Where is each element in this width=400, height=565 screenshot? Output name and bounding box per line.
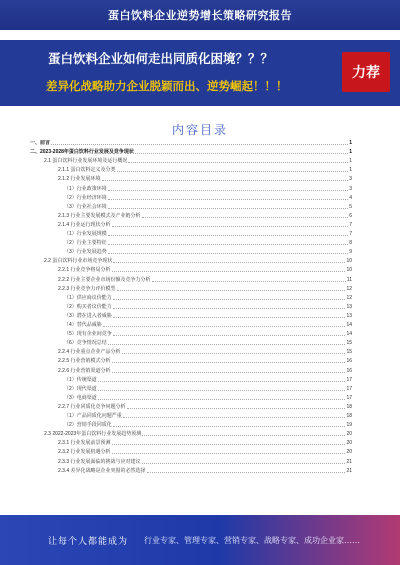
- toc-page-number: 17: [346, 376, 352, 383]
- toc-leader-dots: [147, 472, 346, 473]
- toc-page-number: 12: [346, 294, 352, 301]
- toc-entry[interactable]: [64, 386, 352, 392]
- toc-leader-dots: [127, 408, 346, 409]
- toc-page-number: 13: [346, 303, 352, 310]
- toc-page-number: 1: [349, 140, 352, 146]
- toc-entry[interactable]: [58, 267, 352, 273]
- toc-entry-text: （1）传统渠道: [64, 376, 97, 383]
- hero-slogan: 差异化战略助力企业脱颖而出、逆势崛起！！！: [46, 79, 288, 93]
- toc-leader-dots: [108, 235, 348, 236]
- toc-entry[interactable]: [44, 431, 352, 437]
- toc-entry-text: （4）替代品威胁: [64, 322, 102, 328]
- toc-entry[interactable]: [64, 322, 352, 328]
- toc-page-number: 3: [349, 176, 352, 183]
- toc-page-number: 20: [346, 449, 352, 456]
- toc-leader-dots: [112, 362, 346, 363]
- toc-entry[interactable]: [58, 167, 352, 173]
- toc-title: 内容目录: [171, 123, 228, 137]
- toc-entry-text: （3）电商渠道: [64, 394, 97, 401]
- toc-leader-dots: [108, 344, 346, 345]
- toc-entry[interactable]: [44, 258, 352, 264]
- toc-leader-dots: [108, 199, 348, 200]
- toc-entry-text: （2）现代渠道: [64, 385, 97, 392]
- toc-page-number: 16: [346, 367, 352, 374]
- toc-leader-dots: [142, 435, 345, 436]
- toc-entry-text: 2.3.2 行业发展机遇分析: [58, 449, 111, 456]
- toc-page-number: 21: [346, 458, 352, 465]
- toc-entry[interactable]: [64, 249, 352, 255]
- toc-entry[interactable]: [64, 186, 352, 192]
- toc-page-number: 19: [346, 422, 352, 429]
- toc-page-number: 15: [346, 349, 352, 356]
- toc-entry-text: 2.2.3 行业竞争力评价模型: [58, 285, 116, 292]
- toc-leader-dots: [108, 208, 348, 209]
- toc-entry-text: 2.2.6 行业营销渠道分析: [58, 367, 111, 374]
- toc-entry[interactable]: [64, 331, 352, 337]
- toc-entry[interactable]: [64, 195, 352, 201]
- toc-page-number: 5: [349, 203, 352, 210]
- toc-page-number: 12: [346, 285, 352, 292]
- toc-entry[interactable]: [58, 404, 352, 410]
- toc-entry-text: 2.2.5 行业营销模式分析: [58, 358, 111, 365]
- toc-entry-text: （2）营销手段同质化: [64, 422, 112, 429]
- toc-entry-text: 2.3.3 行业发展面临的挑战与应对建议: [58, 458, 141, 465]
- footer-roles: 行业专家、管理专家、营销专家、战略专家、成功企业家……: [144, 536, 360, 545]
- toc-entry-text: 2.3.1 行业发展前景预测: [58, 440, 111, 447]
- toc-entry[interactable]: [30, 149, 352, 155]
- toc-entry-text: 2.2.7 行业同质化竞争问题分析: [58, 403, 126, 410]
- toc-entry[interactable]: [64, 295, 352, 301]
- toc-entry-text: （1）供应商议价能力: [64, 294, 112, 301]
- toc-entry-text: 2.1 蛋白饮料行业发展环境及运行概况: [44, 158, 128, 165]
- toc-entry-text: （1）行业发展规模: [64, 231, 107, 237]
- toc-entry-text: 2.2 蛋白饮料行业市场竞争现状: [44, 258, 113, 265]
- toc-page-number: 10: [346, 258, 352, 265]
- toc-entry-text: 2.1.3 行业主要发展模式及产业链分析: [58, 212, 141, 219]
- toc-entry-text: （3）行业发展趋势: [64, 249, 107, 256]
- recommend-badge: 力荐: [342, 52, 390, 92]
- hero-question: 蛋白饮料企业如何走出同质化困境？？？: [48, 51, 274, 66]
- toc-page-number: 21: [346, 467, 352, 474]
- toc-entry[interactable]: [44, 158, 352, 164]
- toc-leader-dots: [142, 217, 349, 218]
- toc-entry[interactable]: [58, 358, 352, 364]
- toc-page-number: 13: [346, 312, 352, 319]
- toc-page-number: 17: [346, 394, 352, 401]
- toc-leader-dots: [112, 226, 349, 227]
- toc-entry-text: 2.3.4 差异化战略是企业突围的必然选择: [58, 467, 146, 474]
- toc-leader-dots: [152, 281, 346, 282]
- toc-entry[interactable]: [64, 313, 352, 319]
- toc-entry-text: 2.1.4 行业运行现状分析: [58, 221, 111, 228]
- toc-leader-dots: [122, 353, 346, 354]
- toc-leader-dots: [142, 463, 346, 464]
- toc-page-number: 11: [346, 276, 352, 283]
- toc-leader-dots: [51, 144, 348, 145]
- toc-page-number: 7: [349, 221, 352, 228]
- toc-page-number: 15: [346, 340, 352, 347]
- toc-entry-text: 2.1.2 行业发展环境: [58, 176, 101, 183]
- toc-page-number: 18: [346, 413, 352, 419]
- footer-banner: [0, 515, 400, 565]
- toc-entry-text: （1）行业政策环境: [64, 185, 107, 192]
- toc-entry[interactable]: [58, 449, 352, 455]
- toc-entry[interactable]: [64, 377, 352, 383]
- toc-entry[interactable]: [64, 395, 352, 401]
- toc-page-number: 16: [346, 358, 352, 365]
- toc-leader-dots: [112, 453, 346, 454]
- toc-page-number: 1: [349, 149, 352, 156]
- hero-banner: [0, 40, 400, 106]
- toc-leader-dots: [103, 326, 346, 327]
- toc-leader-dots: [112, 271, 346, 272]
- toc-entry[interactable]: [58, 277, 352, 283]
- toc-leader-dots: [102, 180, 349, 181]
- toc-leader-dots: [98, 381, 346, 382]
- toc-entry-text: （2）购买者议价能力: [64, 303, 112, 310]
- toc-leader-dots: [113, 317, 346, 318]
- toc-leader-dots: [113, 262, 345, 263]
- toc-leader-dots: [108, 253, 348, 254]
- table-of-contents: [30, 140, 352, 478]
- toc-leader-dots: [113, 299, 346, 300]
- toc-entry[interactable]: [64, 340, 352, 346]
- toc-entry-text: 一、前言: [30, 140, 51, 146]
- toc-entry[interactable]: [64, 231, 352, 237]
- toc-entry-text: （2）行业主要特征: [64, 240, 107, 247]
- toc-entry[interactable]: [58, 440, 352, 446]
- toc-entry[interactable]: [64, 240, 352, 246]
- toc-entry[interactable]: [58, 368, 352, 374]
- toc-entry-text: （6）竞争情况总结: [64, 340, 107, 347]
- toc-entry[interactable]: [64, 304, 352, 310]
- toc-entry[interactable]: [64, 204, 352, 210]
- footer-tagline: 让每个人都能成为: [48, 537, 129, 547]
- toc-entry-text: 二、2023-2028年蛋白饮料行业发展及竞争现状: [30, 149, 134, 156]
- toc-entry-text: （5）现有企业间竞争: [64, 331, 112, 338]
- toc-leader-dots: [117, 290, 346, 291]
- toc-entry[interactable]: [58, 349, 352, 355]
- toc-page-number: 3: [349, 185, 352, 192]
- toc-page-number: 9: [349, 249, 352, 256]
- toc-page-number: 20: [346, 440, 352, 447]
- toc-leader-dots: [123, 417, 346, 418]
- toc-entry-text: （2）行业经济环境: [64, 194, 107, 201]
- toc-page-number: 10: [346, 267, 352, 274]
- toc-leader-dots: [112, 444, 346, 445]
- toc-entry[interactable]: [58, 176, 352, 182]
- report-header: [0, 0, 400, 30]
- toc-page-number: 18: [346, 403, 352, 410]
- toc-entry-text: 2.1.1 蛋白饮料定义及分类: [58, 167, 116, 174]
- toc-leader-dots: [113, 335, 346, 336]
- toc-entry[interactable]: [30, 140, 352, 146]
- toc-leader-dots: [117, 171, 349, 172]
- toc-leader-dots: [128, 162, 348, 163]
- toc-page-number: 14: [346, 331, 352, 338]
- toc-leader-dots: [135, 153, 348, 154]
- toc-entry[interactable]: [58, 222, 352, 228]
- toc-leader-dots: [108, 190, 348, 191]
- toc-entry-text: 2.2.4 行业重点企业产品分析: [58, 349, 121, 356]
- toc-leader-dots: [113, 308, 346, 309]
- toc-entry[interactable]: [64, 422, 352, 428]
- toc-leader-dots: [112, 372, 346, 373]
- toc-entry[interactable]: [58, 459, 352, 465]
- toc-page-number: 6: [349, 212, 352, 219]
- toc-entry[interactable]: [58, 286, 352, 292]
- toc-entry-text: 2.2.1 行业竞争格局分析: [58, 267, 111, 274]
- toc-entry-text: （3）潜在进入者威胁: [64, 312, 112, 319]
- toc-page-number: 8: [349, 240, 352, 247]
- toc-page-number: 17: [346, 385, 352, 392]
- toc-leader-dots: [108, 244, 348, 245]
- toc-entry-text: 2.3 2022-2023年蛋白饮料行业发展趋势预测: [44, 431, 142, 438]
- toc-page-number: 20: [346, 431, 352, 438]
- toc-page-number: 4: [349, 194, 352, 201]
- toc-entry[interactable]: [64, 413, 352, 419]
- toc-leader-dots: [98, 399, 346, 400]
- toc-leader-dots: [98, 390, 346, 391]
- toc-page-number: 14: [346, 322, 352, 328]
- toc-entry[interactable]: [58, 468, 352, 474]
- toc-entry-text: 2.2.2 行业主要企业市场份额及竞争力分析: [58, 276, 151, 283]
- toc-page-number: 1: [349, 158, 352, 165]
- toc-entry[interactable]: [58, 213, 352, 219]
- toc-entry-text: （3）行业社会环境: [64, 203, 107, 210]
- report-title: 蛋白饮料企业逆势增长策略研究报告: [108, 9, 292, 22]
- toc-entry-text: （1）产品同质化问题严重: [64, 413, 122, 419]
- toc-leader-dots: [113, 426, 346, 427]
- toc-page-number: 7: [349, 231, 352, 237]
- toc-page-number: 1: [349, 167, 352, 174]
